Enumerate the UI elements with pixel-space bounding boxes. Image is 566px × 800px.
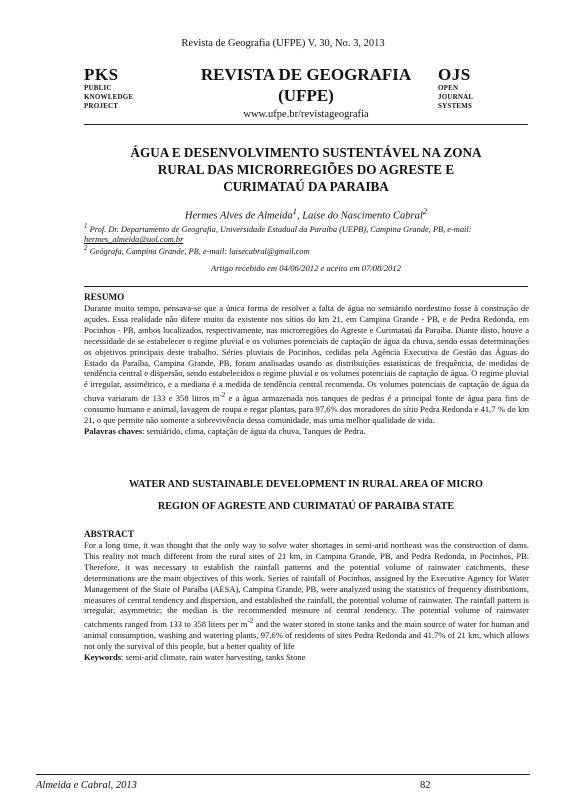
resumo-heading: RESUMO: [84, 292, 125, 302]
resumo-text: [84, 303, 529, 437]
journal-title-line: REVISTA DE GEOGRAFIA: [200, 65, 412, 84]
author-separator: ,: [297, 210, 303, 222]
english-title-line: REGION OF AGRESTE AND CURIMATAÚ OF PARAIBA STATE: [157, 501, 455, 512]
abstract-keywords-label: Keywords: [84, 651, 122, 662]
journal-url[interactable]: www.ufpe.br/revistageografia: [243, 109, 369, 120]
author-2-sup: 2: [422, 206, 428, 216]
logo-left-big: PKS: [84, 65, 119, 84]
affiliation-1-text: Prof. Dr. Departamento de Geografia, Universidade Estadual da Paraíba (UEPB), Campina Grande, PB, e-mail:: [87, 224, 472, 234]
author-1: Hermes Alves de Almeida: [184, 210, 293, 222]
header-rule: [84, 124, 528, 125]
received-date: Artigo recebido em 04/06/2012 e aceito em 07/08/2012: [211, 263, 401, 273]
resumo-text-a: Durante muito tempo, pensava-se que a única forma de resolver a falta de água no semiárido nordestino fosse à construção de açudes. Essa realidade não difere muito da existente nos sítios do km 21, em Campina Grande - PB, e de Pedra Redonda, em Pocinhos - PB, ambos localizados, respectivamente, nas microrregiões do Agreste e Curimataú da Paraíba. Diante disto, houve a necessidade de se estabelecer o regime pluvial e os volumes potenciais de captação de água da chuva, sendo essas determinações os objetivos principais deste trabalho. Séries pluviais de Pocinhos, cedidas pela Agência Executiva de Gestão das Águas do Estado da Paraíba, Campina Grande, PB, foram analisadas usando as distribuições estatísticas de frequência, de medidas de tendência central e dispersão, sendo estabelecidos o regime pluvial e os volumes potenciais de captação de água. O regime pluvial é irregular, assimétrico, e a mediana é a medida de tendência central recomenda. Os volumes potenciais de captação de água da chuva variaram de 133 e 358 litros m: [84, 303, 529, 404]
resumo-keywords: : semiárido, clima, captação de água da chuva, Tanques de Pedra.: [142, 425, 366, 436]
article-title-line: ÁGUA E DESENVOLVIMENTO SUSTENTÁVEL NA ZONA: [130, 145, 482, 160]
logo-right-line: OPEN: [438, 84, 459, 92]
ojs-logo: [438, 66, 528, 111]
journal-title-line: (UFPE): [278, 86, 334, 105]
english-title: [84, 474, 528, 518]
affiliation-2-text: Geógrafa, Campina Grande, PB, e-mail: laisecabral@gmail.com: [87, 246, 310, 256]
abstract-sup: -2: [247, 617, 254, 626]
affiliation-2: [84, 243, 524, 257]
pkp-logo: [84, 66, 174, 111]
affiliation-1-sup: 1: [84, 222, 88, 230]
resumo-sup: -2: [219, 391, 226, 400]
authors: [84, 206, 528, 222]
logo-right-line: JOURNAL: [438, 93, 474, 101]
resumo-keywords-label: Palavras chaves: [84, 425, 143, 436]
running-head: Revista de Geografia (UFPE) V. 30, No. 3, 2013: [181, 38, 385, 49]
journal-title: [174, 64, 438, 106]
abstract-rule: [84, 286, 528, 287]
abstract-text-a: For a long time, it was thought that the only way to solve water shortages in semi-arid northeast was the construction of dams. This reality not much different from the rural sites of 21 km, in Campina Grande, PB, and Pedra Redonda, in Pocinhos, PB. Therefore, it was necessary to establish the rainfall patterns and the potential volume of rainwater catchments, these determinations are the main objectives of this work. Series of rainfall of Pocinhos, assigned by the Executive Agency for Water Management of the State of Paraíba (AESA), Campina Grande, PB, were analyzed using the statistics of frequency distributions, measures of central tendency and dispersion, and established the rainfall, the potential volume of rainwater. The rainfall pattern is irregular, asymmetric; the median is the recommended measure of central tendency. The potential volume of rainwater catchments ranged from 133 to 358 liters per m: [84, 540, 529, 630]
article-title-line: CURIMATAÚ DA PARAIBA: [223, 179, 389, 194]
article-title-line: RURAL DAS MICRORREGIÕES DO AGRESTE E: [157, 162, 455, 177]
logo-right-line: SYSTEMS: [438, 102, 473, 110]
logo-left-line: KNOWLEDGE: [84, 93, 134, 101]
article-title: [84, 144, 528, 195]
footer-rule: [36, 774, 530, 775]
affiliation-2-sup: 2: [84, 244, 88, 252]
resumo-text-b: e a água armazenada nos tanques de pedras é a principal fonte de água para fins de consumo humano e animal, lavagem de roupa e regar plantas, para 97,6% dos moradores do sítio Pedra Redonda e 41,7 % do km 21, o que permite não somente a sobrevivência dessa comunidade, mas uma melhor qualidade de vida.: [84, 393, 529, 425]
author-2: Laíse do Nascimento Cabral: [302, 210, 423, 222]
abstract-heading: ABSTRACT: [84, 529, 135, 539]
author-1-sup: 1: [292, 206, 298, 216]
abstract-text: [84, 540, 529, 663]
abstract-text-b: and the water stored in stone tanks and the main source of water for human and animal consumption, washing and watering plants, 97.6% of residents of sites Pedra Redonda and 41.7% of 21 km, which allows not only the survival of this people, but a better quality of life: [84, 619, 529, 651]
english-title-line: WATER AND SUSTAINABLE DEVELOPMENT IN RURAL AREA OF MICRO: [129, 479, 483, 490]
abstract-keywords: : semi-arid climate, rain water harvesting, tanks Stone: [121, 651, 306, 662]
affiliation-1-email[interactable]: hermes_almeida@uol.com.br: [84, 235, 184, 245]
logo-right-big: OJS: [438, 65, 471, 84]
logo-left-line: PUBLIC: [84, 84, 112, 92]
page-number: 82: [420, 780, 431, 791]
logo-left-line: PROJECT: [84, 102, 119, 110]
footer-citation: Almeida e Cabral, 2013: [36, 780, 137, 791]
